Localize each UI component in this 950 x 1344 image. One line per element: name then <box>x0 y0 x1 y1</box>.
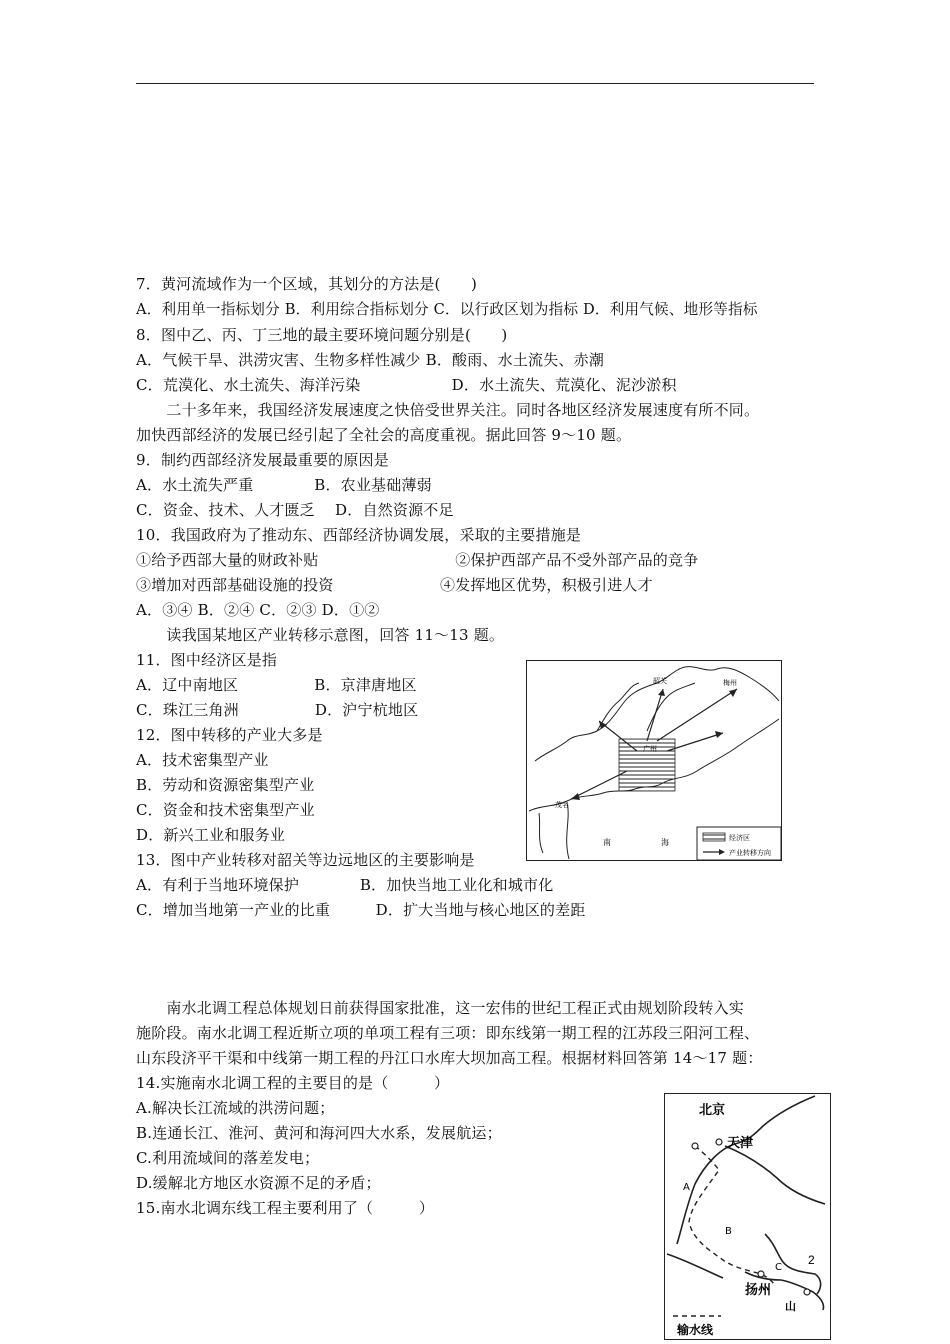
passage-14-17-line1: 南水北调工程总体规划日前获得国家批准，这一宏伟的世纪工程正式由规划阶段转入实 <box>136 999 745 1017</box>
yangzhou-marker <box>758 1271 764 1277</box>
question-11: 11．图中经济区是指 <box>136 651 278 669</box>
question-13-options-ab: A．有利于当地环境保护 B．加快当地工业化和城市化 <box>136 876 554 894</box>
label-mark: 山 <box>785 1300 796 1313</box>
beijing-marker <box>692 1143 698 1149</box>
label-guangzhou: 广州 <box>643 745 657 753</box>
question-8-options-cd: C．荒漠化、水土流失、海洋污染 D．水土流失、荒漠化、泥沙淤积 <box>136 376 677 394</box>
label-tianjin: 天津 <box>727 1136 754 1151</box>
passage-14-17-line3: 山东段济平干渠和中线第一期工程的丹江口水库大坝加高工程。根据材料回答第 14～17 题： <box>136 1049 763 1067</box>
label-b: B <box>725 1226 732 1237</box>
question-10-options: A．③④ B．②④ C．②③ D．①② <box>136 601 380 619</box>
question-7-options: A．利用单一指标划分 B．利用综合指标划分 C．以行政区划为指标 D．利用气候、地形等指标 <box>136 301 758 318</box>
industry-transfer-map-svg <box>527 661 781 860</box>
question-14-option-c: C.利用流域间的落差发电； <box>136 1149 320 1167</box>
passage-9-10-line1: 二十多年来，我国经济发展速度之快倍受世界关注。同时各地区经济发展速度有所不同。 <box>136 401 760 419</box>
label-c: C <box>775 1262 782 1273</box>
coastline <box>725 1146 825 1204</box>
label-a: A <box>683 1182 690 1193</box>
arrowhead <box>599 721 607 729</box>
question-12: 12．图中转移的产业大多是 <box>136 726 323 744</box>
industry-transfer-map <box>526 660 782 861</box>
tianjin-marker <box>716 1139 722 1145</box>
question-7: 7．黄河流域作为一个区域，其划分的方法是( ) <box>136 275 478 293</box>
label-maoming: 茂名 <box>555 801 569 809</box>
question-13: 13．图中产业转移对韶关等边远地区的主要影响是 <box>136 851 475 869</box>
question-10-items-34: ③增加对西部基础设施的投资 ④发挥地区优势，积极引进人才 <box>136 576 653 594</box>
question-10: 10．我国政府为了推动东、西部经济协调发展，采取的主要措施是 <box>136 526 582 544</box>
page-number: 2 <box>808 1253 815 1267</box>
transfer-arrow <box>657 689 737 741</box>
legend-line-label: 输水线 <box>677 1323 714 1337</box>
question-14-option-b: B.连通长江、淮河、黄河和海河四大水系，发展航运； <box>136 1124 502 1142</box>
label-sea-1: 南 <box>603 838 611 847</box>
question-12-option-a: A．技术密集型产业 <box>136 751 269 769</box>
question-14: 14.实施南水北调工程的主要目的是（ ） <box>136 1074 450 1092</box>
water-transfer-map-svg <box>665 1094 830 1339</box>
label-beijing: 北京 <box>699 1103 726 1118</box>
passage-9-10-line2: 加快西部经济的发展已经引起了全社会的高度重视。据此回答 9～10 题。 <box>136 426 632 444</box>
question-14-option-d: D.缓解北方地区水资源不足的矛盾； <box>136 1174 381 1192</box>
question-12-option-c: C．资金和技术密集型产业 <box>136 801 315 819</box>
question-12-option-d: D．新兴工业和服务业 <box>136 826 286 844</box>
transfer-arrow <box>571 771 627 799</box>
header-rule <box>136 83 814 84</box>
legend-direction-label: 产业转移方向 <box>729 849 771 857</box>
transfer-arrow <box>647 689 663 741</box>
question-9: 9．制约西部经济发展最重要的原因是 <box>136 451 389 469</box>
question-9-options-ab: A．水土流失严重 B．农业基础薄弱 <box>136 476 432 494</box>
question-9-options-cd: C．资金、技术、人才匮乏 D．自然资源不足 <box>136 501 454 519</box>
legend-zone-swatch <box>703 833 725 841</box>
question-8: 8．图中乙、丙、丁三地的最主要环境问题分别是( ) <box>136 326 508 344</box>
passage-14-17-line2: 施阶段。南水北调工程近斯立项的单项工程有三项：即东线第一期工程的江苏段三阳河工程、 <box>136 1024 760 1042</box>
question-11-options-cd: C．珠江三角洲 D．沪宁杭地区 <box>136 701 419 719</box>
transfer-arrow <box>667 733 723 751</box>
label-yangzhou: 扬州 <box>745 1283 772 1298</box>
leizhou-peninsula <box>539 803 569 859</box>
question-14-option-a: A.解决长江流域的洪涝问题； <box>136 1099 335 1117</box>
question-11-options-ab: A．辽中南地区 B．京津唐地区 <box>136 676 417 694</box>
label-shaoguan: 韶关 <box>653 677 667 685</box>
label-meizhou: 梅州 <box>723 679 737 687</box>
arrowhead <box>571 793 580 800</box>
question-12-option-b: B．劳动和资源密集型产业 <box>136 776 315 794</box>
inner-boundary <box>647 683 695 731</box>
question-10-items-12: ①给予西部大量的财政补贴 ②保护西部产品不受外部产品的竞争 <box>136 551 699 569</box>
shanghai-marker <box>804 1289 810 1295</box>
arrowhead <box>658 689 665 696</box>
question-8-options-ab: A．气候干旱、洪涝灾害、生物多样性减少 B．酸雨、水土流失、赤潮 <box>136 351 605 369</box>
arrowhead <box>715 731 723 738</box>
question-15: 15.南水北调东线工程主要利用了（ ） <box>136 1199 435 1217</box>
question-13-options-cd: C．增加当地第一产业的比重 D．扩大当地与核心地区的差距 <box>136 901 586 919</box>
label-sea-2: 海 <box>661 838 669 847</box>
water-transfer-map <box>664 1093 831 1340</box>
legend-zone-label: 经济区 <box>729 834 750 842</box>
passage-11-13: 读我国某地区产业转移示意图，回答 11～13 题。 <box>136 626 505 644</box>
coastline <box>677 1096 815 1244</box>
coastline <box>667 1254 723 1278</box>
